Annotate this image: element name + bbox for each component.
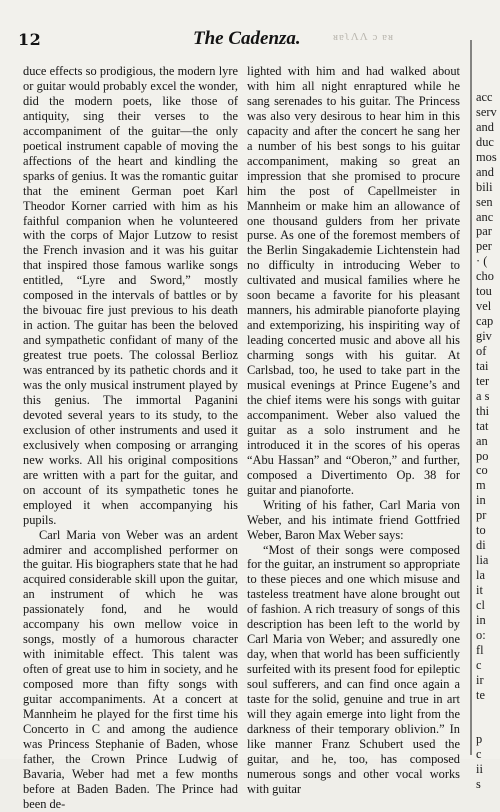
- edge-fragment: tat: [476, 418, 489, 433]
- edge-fragment: thi: [476, 403, 490, 418]
- edge-fragment: sen: [476, 194, 493, 209]
- edge-fragment: p: [476, 732, 483, 747]
- edge-fragment: acc: [476, 90, 493, 104]
- paragraph: “Most of their songs were composed for the guitar, an instrument so appropriate to these pieces and one which misuse and tasteless treatment have alone brought out of fashion. A rich treasury of songs of this description has been left to the world by Carl Maria von Weber; and assuredly one day, when that world has been sufficiently surfeited with its present food for epileptic soul sufferers, and can find once again a taste for the solid, genuine and true in art will they again emerge into light from the darkness of their temporary oblivion.” In like manner Franz Schubert used the guitar, and he, too, has composed numerous songs and other vocal works with guitar: [247, 542, 460, 796]
- edge-fragment: · (: [476, 254, 488, 269]
- edge-fragment: te: [476, 687, 485, 702]
- edge-fragment: in: [476, 493, 486, 508]
- paragraph: Writing of his father, Carl Maria von Weber, and his intimate friend Gottfried Weber, Baron Max Weber says:: [247, 497, 460, 542]
- edge-fragment: cap: [476, 314, 494, 329]
- paragraph: duce effects so prodigious, the modern lyre or guitar would probably excel the wonder, did the modern poets, like those of antiquity, sing their verses to the accompaniment of the guitar—the only poetical instrument capable of moving the affections of the heart and kindling the sparks of genius. It was the romantic guitar that the eminent German poet Karl Theodor Korner carried with him as his faithful companion when he volunteered with the corps of Major Lutzow to resist the French invasion and it was his guitar that inspired those famous warlike songs entitled, “Lyre and Sword,” mostly composed in the intervals of battles or by the bivouac fire just previous to his death in action. The guitar has been the beloved and sympathetic confidant of many of the greatest true poets. The colossal Berlioz was entranced by its pathetic chords and it was the only musical instrument played by this genius. The immortal Paganini devoted several years to its study, to the exclusion of other instruments and used it exclusively when composing or arranging new works. All his original compositions are written with a part for the guitar, and on account of its sympathetic tones he employed it when accompanying his pupils.: [23, 64, 238, 527]
- edge-fragment: lia: [476, 553, 489, 568]
- adjacent-page-edge: [476, 90, 500, 792]
- edge-fragment: m: [476, 478, 486, 493]
- edge-fragment: an: [476, 433, 488, 448]
- edge-fragment: giv: [476, 329, 492, 343]
- paragraph: Carl Maria von Weber was an ardent admirer and accomplished performer on the guitar. His biographers state that he had acquired considerable skill upon the guitar, an instrument of which he was passionately fond, and he would accompany his own mellow voice in songs, mostly of a humorous character with inimitable effect. This talent was often of great use to him in society, and he composed more than fifty songs with guitar accompaniments. At a concert at Mannheim he played for the first time his Concerto in C and among the audience was Princess Stephanie of Baden, whose father, the Crown Prince Ludwig of Bavaria, Weber had met a few months before at Baden Baden. The Prince had been de-: [23, 527, 238, 811]
- edge-fragment: c: [476, 747, 482, 762]
- edge-fragment: s: [476, 777, 481, 792]
- edge-fragment: o:: [476, 627, 486, 642]
- edge-fragment: tou: [476, 284, 492, 299]
- edge-fragment: of: [476, 343, 487, 358]
- page-fold-shadow: [470, 40, 472, 755]
- left-column: [23, 64, 238, 812]
- page-header: [18, 28, 488, 54]
- edge-fragment: to: [476, 523, 486, 538]
- edge-fragment: fl: [476, 642, 484, 657]
- edge-fragment: pr: [476, 508, 487, 523]
- edge-fragment: and: [476, 119, 494, 134]
- edge-fragment: par: [476, 224, 492, 239]
- edge-fragment: a s: [476, 388, 490, 403]
- edge-fragment: duc: [476, 134, 494, 149]
- edge-fragment: c: [476, 657, 482, 672]
- edge-fragment: cl: [476, 597, 485, 612]
- edge-fragment: ter: [476, 373, 490, 388]
- edge-fragment: and: [476, 164, 494, 179]
- edge-fragment: vel: [476, 299, 492, 314]
- edge-fragment: co: [476, 463, 488, 478]
- journal-title: The Cadenza.: [193, 28, 301, 49]
- edge-fragment: cho: [476, 269, 494, 284]
- edge-fragment: tai: [476, 358, 489, 373]
- edge-fragment: anc: [476, 209, 494, 224]
- edge-fragment: [476, 702, 500, 717]
- page-number: 12: [18, 30, 42, 49]
- edge-fragment: [476, 717, 500, 732]
- edge-fragment: mos: [476, 149, 497, 164]
- right-column: [247, 64, 460, 797]
- bleed-through-text: ᴚɐʅɅɅ ɔ ɐᴚ: [333, 31, 395, 43]
- edge-fragment: ii: [476, 762, 483, 777]
- edge-fragment: serv: [476, 104, 497, 119]
- edge-fragment: it: [476, 582, 483, 597]
- paragraph: lighted with him and had walked about with him all night enraptured while he sang serenades to his guitar. The Princess was also very desirous to hear him in this capacity and after the concert he sang her a number of his best songs to his guitar accompaniment, making so great an impression that she promised to procure him the post of Capellmeister in Mannheim or make him an allowance of one thousand gulders from her private purse. As one of the foremost members of the Berlin Singakademie Lichtenstein had no difficulty in introducing Weber to cultivated and musical families where he soon became a favorite for his pleasant manners, his admirable pianoforte playing and extemporizing, his inspiriting way of leading concerted music and above all his charming songs with his guitar. At Carlsbad, too, he used to take part in the musical evenings at Prince Eugene’s and the chief items were his songs with guitar accompaniment. Weber also valued the guitar as a solo instrument and he introduced it in the scores of his operas “Abu Hassan” and “Oberon,” and further, composed a Divertimento Op. 38 for guitar and pianoforte.: [247, 64, 460, 497]
- edge-fragment: in: [476, 612, 486, 627]
- edge-fragment: bili: [476, 179, 493, 194]
- edge-fragment: ir: [476, 672, 484, 687]
- edge-fragment: la: [476, 568, 485, 582]
- edge-fragment: per: [476, 239, 492, 254]
- edge-fragment: po: [476, 448, 489, 463]
- edge-fragment: di: [476, 538, 486, 553]
